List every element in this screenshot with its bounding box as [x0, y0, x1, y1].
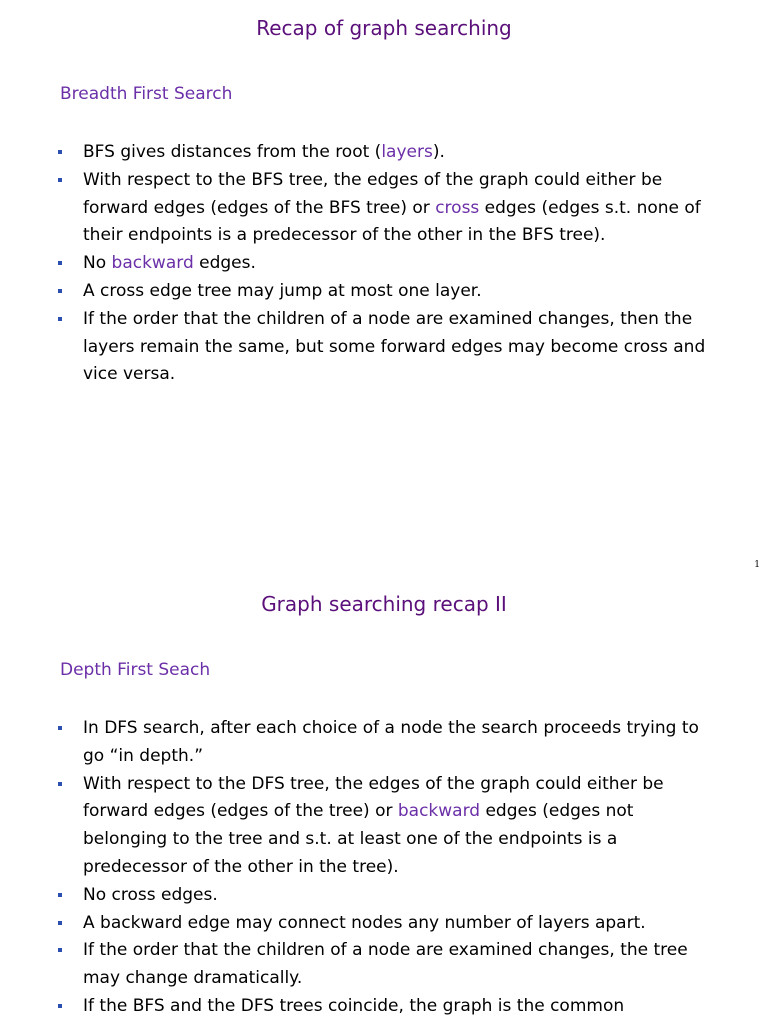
highlighted-term: layers: [381, 142, 433, 162]
bullet-item: [58, 306, 708, 389]
bullet-item: [58, 139, 708, 167]
bullet-item: [58, 278, 708, 306]
bullet-text: A cross edge tree may jump at most one layer.: [83, 280, 482, 301]
bullet-text: With respect to the DFS tree, the edges of the graph could either be forward edges (edges of the tree) or: [83, 773, 664, 822]
bullet-marker-icon: [58, 893, 62, 897]
bullet-item: [58, 937, 708, 993]
bullet-marker-icon: [58, 948, 62, 952]
bullet-item: [58, 715, 708, 771]
bullet-item: [58, 993, 708, 1021]
bullet-item: [58, 250, 708, 278]
bullet-text: edges (edges not belonging to the tree and s.t. at least one of the endpoints is a predecessor of the other in the tree).: [83, 801, 634, 877]
highlighted-term: backward: [111, 253, 194, 274]
bullet-text: No: [83, 253, 112, 274]
section-heading: Depth First Seach: [60, 660, 211, 680]
slide-title: Graph searching recap II: [261, 592, 507, 616]
bullet-text: If the order that the children of a node are examined changes, then the layers remain the same, but some forward edges may become cross and vice versa.: [83, 308, 706, 385]
slide-2: [0, 576, 768, 1024]
bullet-item: [58, 882, 708, 910]
bullet-marker-icon: [58, 289, 62, 293]
bullet-list: [58, 715, 708, 1021]
bullet-marker-icon: [58, 726, 62, 730]
highlighted-term: cross: [435, 197, 480, 218]
bullet-marker-icon: [58, 261, 62, 265]
page-number: 1: [754, 560, 760, 570]
bullet-marker-icon: [58, 178, 62, 182]
bullet-item: [58, 771, 708, 882]
bullet-text: ).: [432, 142, 445, 162]
bullet-text: If the order that the children of a node are examined changes, the tree may change dramatically.: [83, 940, 688, 989]
section-heading: Breadth First Search: [60, 84, 233, 104]
bullet-text: No cross edges.: [83, 884, 218, 905]
bullet-marker-icon: [58, 150, 62, 154]
highlighted-term: backward: [397, 801, 481, 822]
bullet-marker-icon: [58, 317, 62, 321]
bullet-item: [58, 167, 708, 250]
bullet-marker-icon: [58, 782, 62, 786]
bullet-text: If the BFS and the DFS trees coincide, the graph is the common: [83, 995, 625, 1016]
slide-title: Recap of graph searching: [256, 16, 512, 40]
bullet-text: edges.: [193, 253, 256, 274]
bullet-text: BFS gives distances from the root (: [83, 142, 382, 162]
bullet-text: edges (edges s.t. none of their endpoints is a predecessor of the other in the BFS tree).: [83, 197, 701, 246]
bullet-text: With respect to the BFS tree, the edges of the graph could either be forward edges (edges of the BFS tree) or: [83, 169, 663, 218]
bullet-marker-icon: [58, 921, 62, 925]
bullet-text: In DFS search, after each choice of a node the search proceeds trying to go “in depth.”: [83, 718, 699, 766]
bullet-item: [58, 910, 708, 938]
bullet-marker-icon: [58, 1004, 62, 1008]
bullet-list: [58, 139, 708, 389]
bullet-text: A backward edge may connect nodes any number of layers apart.: [83, 912, 646, 933]
